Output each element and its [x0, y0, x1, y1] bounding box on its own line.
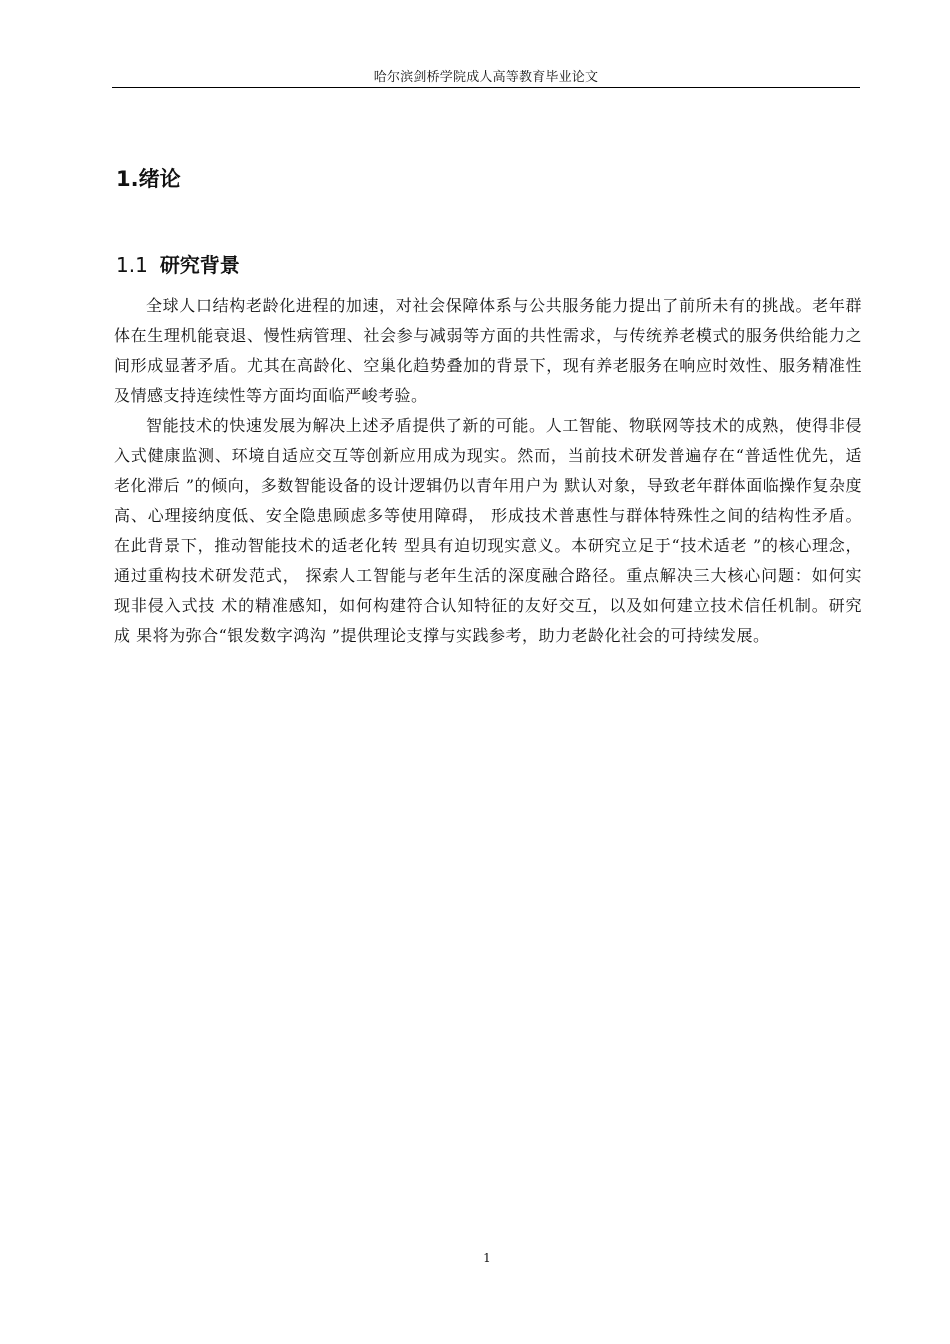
header-divider [112, 87, 860, 88]
body-text [114, 291, 862, 651]
section-title [116, 249, 240, 278]
page-number: 1 [483, 1251, 491, 1265]
chapter-title: 1.绪论 [116, 167, 181, 191]
section-number: 1.1 [116, 253, 148, 277]
paragraph: 全球人口结构老龄化进程的加速，对社会保障体系与公共服务能力提出了前所未有的挑战。老年群体在生理机能衰退、慢性病管理、社会参与减弱等方面的共性需求，与传统养老模式的服务供给能力之间形成显著矛盾。尤其在高龄化、空巢化趋势叠加的背景下，现有养老服务在响应时效性、服务精准性及情感支持连续性等方面均面临严峻考验。 [114, 296, 862, 405]
running-header: 哈尔滨剑桥学院成人高等教育毕业论文 [373, 70, 599, 85]
paragraph: 智能技术的快速发展为解决上述矛盾提供了新的可能。人工智能、物联网等技术的成熟，使得非侵入式健康监测、环境自适应交互等创新应用成为现实。然而，当前技术研发普遍存在“普适性优先，适老化滞后 ”的倾向，多数智能设备的设计逻辑仍以青年用户为 默认对象，导致老年群体面临操作复杂度高、心理接纳度低、安全隐患顾虑多等使用障碍， 形成技术普惠性与群体特殊性之间的结构性矛盾。在此背景下，推动智能技术的适老化转 型具有迫切现实意义。本研究立足于“技术适老 ”的核心理念，通过重构技术研发范式， 探索人工智能与老年生活的深度融合路径。重点解决三大核心问题：如何实现非侵入式技 术的精准感知，如何构建符合认知特征的友好交互，以及如何建立技术信任机制。研究成 果将为弥合“银发数字鸿沟 ”提供理论支撑与实践参考，助力老龄化社会的可持续发展。 [114, 416, 862, 645]
section-heading-text: 研究背景 [159, 253, 240, 277]
